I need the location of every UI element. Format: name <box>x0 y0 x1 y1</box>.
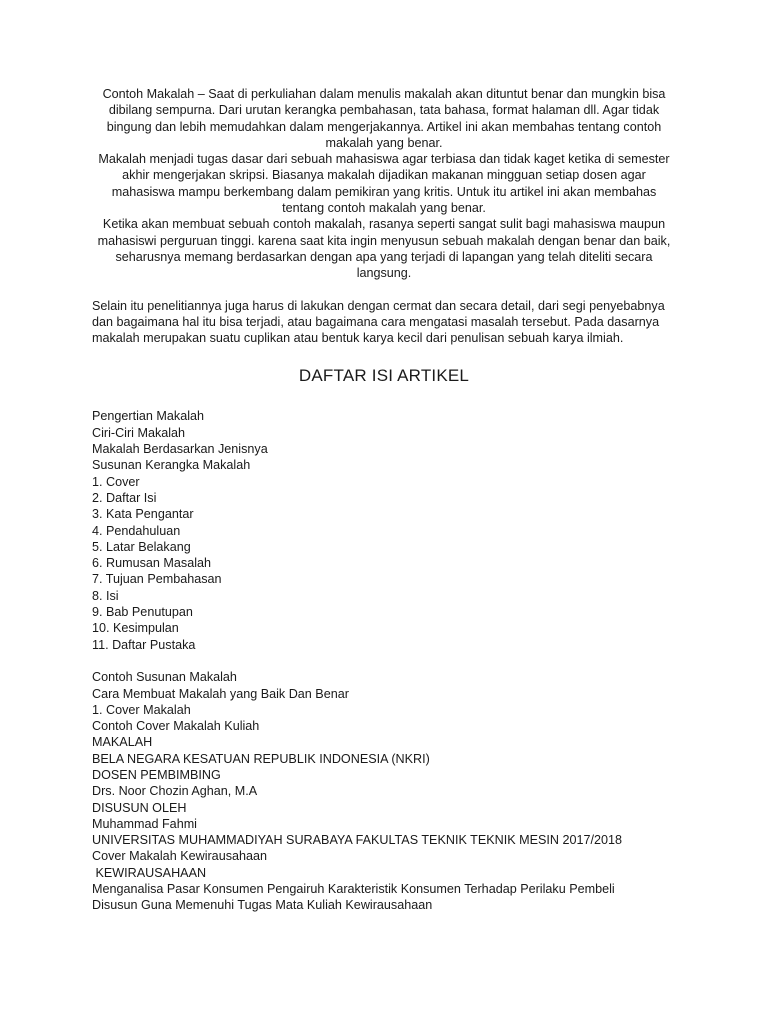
content-line: Cara Membuat Makalah yang Baik Dan Benar <box>92 686 349 701</box>
content-line: Contoh Susunan Makalah <box>92 670 237 685</box>
toc-item: 4. Pendahuluan <box>92 523 181 538</box>
toc-item: 11. Daftar Pustaka <box>92 637 196 652</box>
content-line: Menganalisa Pasar Konsumen Pengairuh Karakteristik Konsumen Terhadap Perilaku Pembeli <box>92 882 615 897</box>
intro-paragraph-3: Ketika akan membuat sebuah contoh makalah, rasanya seperti sangat sulit bagi mahasiswa maupun mahasiswi perguruan tinggi. karena saat kita ingin menyusun sebuah makalah dengan benar dan baik, seharusnya memang berdasarkan dengan apa yang terjadi di lapangan yang telah diteliti secara langsung. <box>97 217 671 281</box>
body-paragraph: Selain itu penelitiannya juga harus di lakukan dengan cermat dan secara detail, dari segi penyebabnya dan bagaimana hal itu bisa terjadi, atau bagaimana cara mengatasi masalah tersebut. Pada dasarnya makalah merupakan suatu cuplikan atau bentuk karya kecil dari penulisan sebuah karya ilmiah. <box>92 298 665 346</box>
content-line: DOSEN PEMBIMBING <box>92 767 221 782</box>
toc-item: Ciri-Ciri Makalah <box>92 425 186 440</box>
toc-item: 6. Rumusan Masalah <box>92 556 212 571</box>
content-line: Disusun Guna Memenuhi Tugas Mata Kuliah Kewirausahaan <box>92 898 433 913</box>
toc-item: Susunan Kerangka Makalah <box>92 458 251 473</box>
content-line: Contoh Cover Makalah Kuliah <box>92 719 260 734</box>
content-line: MAKALAH <box>92 735 153 750</box>
toc-item: 2. Daftar Isi <box>92 490 157 505</box>
content-line: KEWIRAUSAHAAN <box>92 865 207 880</box>
document-page <box>92 86 676 914</box>
content-line: DISUSUN OLEH <box>92 800 187 815</box>
intro-section <box>92 86 676 282</box>
intro-paragraph-2: Makalah menjadi tugas dasar dari sebuah mahasiswa agar terbiasa dan tidak kaget ketika di semester akhir mengerjakan skripsi. Biasanya makalah dijadikan makanan mingguan setiap dosen agar mahasiswa mampu berkembang dalam pemikiran yang kritis. Untuk itu artikel ini akan membahas tentang contoh makalah yang benar. <box>98 152 670 216</box>
content-line: Drs. Noor Chozin Aghan, M.A <box>92 784 258 799</box>
toc-item: 10. Kesimpulan <box>92 621 179 636</box>
toc-item: 3. Kata Pengantar <box>92 507 194 522</box>
toc-item: 8. Isi <box>92 588 119 603</box>
toc-item: 5. Latar Belakang <box>92 539 191 554</box>
content-line: UNIVERSITAS MUHAMMADIYAH SURABAYA FAKULTAS TEKNIK TEKNIK MESIN 2017/2018 <box>92 833 623 848</box>
content-line: Cover Makalah Kewirausahaan <box>92 849 268 864</box>
toc-list <box>92 408 676 652</box>
content-line: Muhammad Fahmi <box>92 816 197 831</box>
section-spacer <box>92 653 676 669</box>
content-line: BELA NEGARA KESATUAN REPUBLIK INDONESIA (NKRI) <box>92 751 430 766</box>
toc-item: 7. Tujuan Pembahasan <box>92 572 222 587</box>
toc-item: Makalah Berdasarkan Jenisnya <box>92 442 268 457</box>
content-line: 1. Cover Makalah <box>92 702 191 717</box>
toc-heading: DAFTAR ISI ARTIKEL <box>298 366 470 386</box>
toc-item: 9. Bab Penutupan <box>92 605 193 620</box>
toc-item: Pengertian Makalah <box>92 409 205 424</box>
intro-paragraph-1: Contoh Makalah – Saat di perkuliahan dalam menulis makalah akan dituntut benar dan mungkin bisa dibilang sempurna. Dari urutan kerangka pembahasan, tata bahasa, format halaman dll. Agar tidak bingung dan lebih memudahkan dalam mengerjakannya. Artikel ini akan membahas tentang contoh makalah yang benar. <box>102 87 666 150</box>
content-list <box>92 669 676 913</box>
toc-item: 1. Cover <box>92 474 140 489</box>
